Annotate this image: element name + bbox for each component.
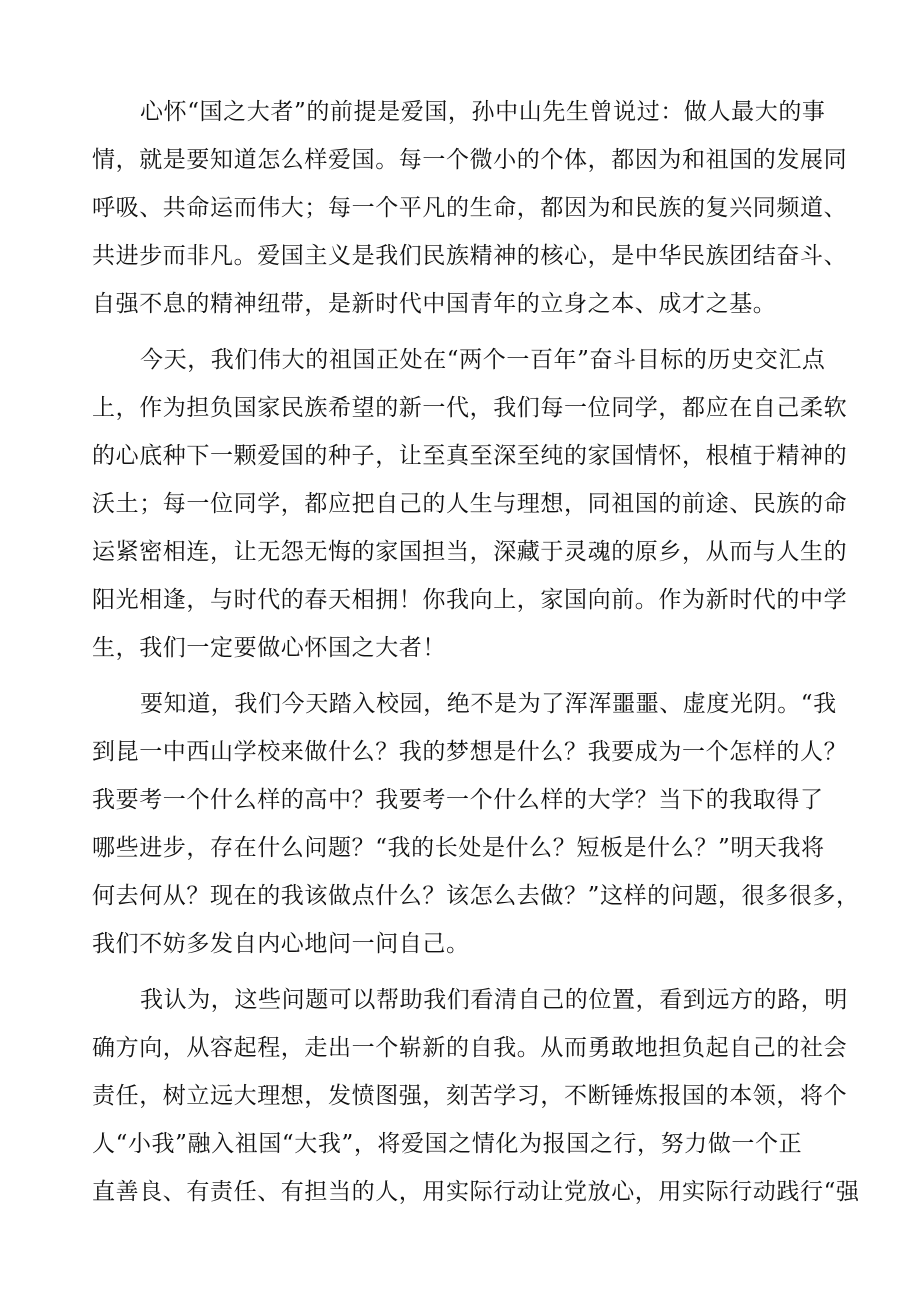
text-line: 哪些进步，存在什么问题？“我的长处是什么？短板是什么？”明天我将 <box>92 835 825 861</box>
text-line: 我们不妨多发自内心地问一问自己。 <box>92 931 470 957</box>
text-line: 确方向，从容起程，走出一个崭新的自我。从而勇敢地担负起自己的社会 <box>92 1035 848 1061</box>
text-line: 的心底种下一颗爱国的种子，让至真至深至纯的家国情怀，根植于精神的 <box>92 443 848 469</box>
paragraph <box>92 88 848 328</box>
document-body <box>92 88 860 1216</box>
text-line: 人“小我”融入祖国“大我”，将爱国之情化为报国之行，努力做一个正 <box>92 1131 803 1157</box>
text-line: 我要考一个什么样的高中？我要考一个什么样的大学？当下的我取得了 <box>92 787 824 813</box>
paragraph-gap <box>92 968 832 976</box>
text-line: 到昆一中西山学校来做什么？我的梦想是什么？我要成为一个怎样的人？ <box>92 739 848 765</box>
text-line: 呼吸、共命运而伟大；每一个平凡的生命，都因为和民族的复兴同频道、 <box>92 195 848 221</box>
paragraph <box>92 976 860 1216</box>
text-line: 情，就是要知道怎么样爱国。每一个微小的个体，都因为和祖国的发展同 <box>92 147 848 173</box>
paragraph-gap <box>92 672 832 680</box>
text-line: 直善良、有责任、有担当的人，用实际行动让党放心，用实际行动践行“强 <box>92 1179 860 1205</box>
text-line: 要知道，我们今天踏入校园，绝不是为了浑浑噩噩、虚度光阴。“我 <box>140 691 837 717</box>
text-line: 自强不息的精神纽带，是新时代中国青年的立身之本、成才之基。 <box>92 291 777 317</box>
paragraph-gap <box>92 328 832 336</box>
text-line: 何去何从？现在的我该做点什么？该怎么去做？”这样的问题，很多很多， <box>92 883 860 909</box>
text-line: 上，作为担负国家民族希望的新一代，我们每一位同学，都应在自己柔软 <box>92 395 848 421</box>
text-line: 心怀“国之大者”的前提是爱国，孙中山先生曾说过：做人最大的事 <box>140 99 826 125</box>
text-line: 我认为，这些问题可以帮助我们看清自己的位置，看到远方的路，明 <box>140 987 848 1013</box>
text-line: 沃土；每一位同学，都应把自己的人生与理想，同祖国的前途、民族的命 <box>92 491 848 517</box>
text-line: 今天，我们伟大的祖国正处在“两个一百年”奋斗目标的历史交汇点 <box>140 347 826 373</box>
text-line: 生，我们一定要做心怀国之大者！ <box>92 635 446 661</box>
paragraph <box>92 680 860 968</box>
text-line: 阳光相逢，与时代的春天相拥！你我向上，家国向前。作为新时代的中学 <box>92 587 848 613</box>
text-line: 运紧密相连，让无怨无悔的家国担当，深藏于灵魂的原乡，从而与人生的 <box>92 539 848 565</box>
text-line: 责任，树立远大理想，发愤图强，刻苦学习，不断锤炼报国的本领，将个 <box>92 1083 848 1109</box>
text-line: 共进步而非凡。爱国主义是我们民族精神的核心，是中华民族团结奋斗、 <box>92 243 848 269</box>
paragraph <box>92 336 848 672</box>
